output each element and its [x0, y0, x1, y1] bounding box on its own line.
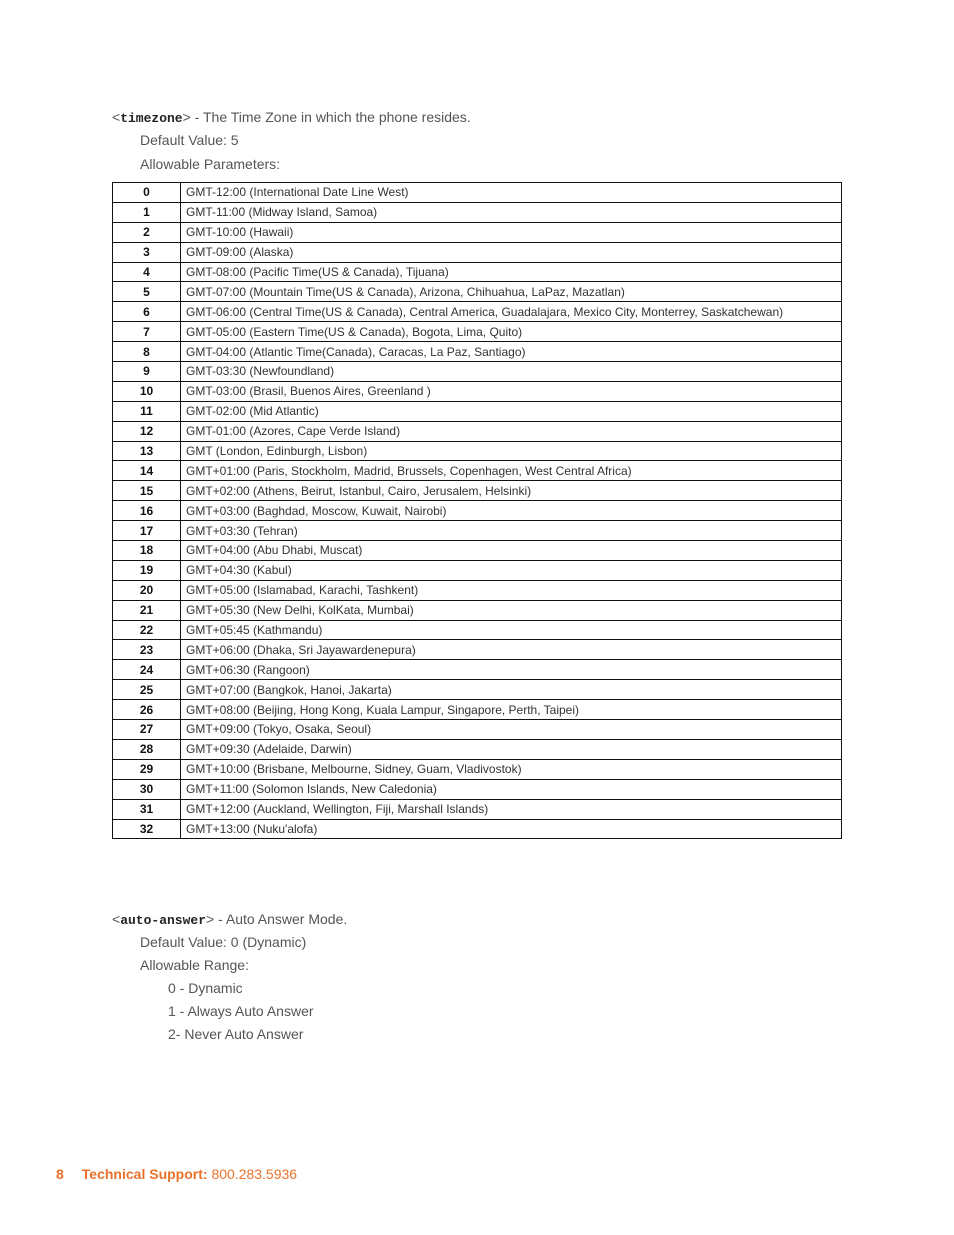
timezone-id-cell: 26	[113, 700, 181, 720]
timezone-id-cell: 8	[113, 342, 181, 362]
timezone-label-cell: GMT+11:00 (Solomon Islands, New Caledonia)	[181, 779, 842, 799]
timezone-row	[113, 302, 842, 322]
timezone-id-cell: 27	[113, 720, 181, 740]
auto-answer-option: 0 - Dynamic	[168, 980, 243, 996]
timezone-row	[113, 620, 842, 640]
timezone-id-cell: 18	[113, 541, 181, 561]
timezone-id-cell: 2	[113, 222, 181, 242]
timezone-id-cell: 21	[113, 600, 181, 620]
timezone-label-cell: GMT-04:00 (Atlantic Time(Canada), Caracas, La Paz, Santiago)	[181, 342, 842, 362]
timezone-id-cell: 3	[113, 242, 181, 262]
timezone-label-cell: GMT-09:00 (Alaska)	[181, 242, 842, 262]
timezone-row	[113, 461, 842, 481]
timezone-id-cell: 9	[113, 362, 181, 382]
timezone-row	[113, 501, 842, 521]
timezone-param-name: timezone	[120, 111, 183, 126]
timezone-row	[113, 600, 842, 620]
page-number: 8	[56, 1166, 64, 1182]
timezone-label-cell: GMT-12:00 (International Date Line West)	[181, 183, 842, 203]
timezone-label-cell: GMT+05:30 (New Delhi, KolKata, Mumbai)	[181, 600, 842, 620]
timezone-id-cell: 4	[113, 262, 181, 282]
timezone-label-cell: GMT+07:00 (Bangkok, Hanoi, Jakarta)	[181, 680, 842, 700]
timezone-row	[113, 362, 842, 382]
auto-answer-option: 2- Never Auto Answer	[168, 1026, 304, 1042]
timezone-id-cell: 10	[113, 381, 181, 401]
timezone-id-cell: 31	[113, 799, 181, 819]
timezone-row	[113, 242, 842, 262]
timezone-id-cell: 0	[113, 183, 181, 203]
timezone-label-cell: GMT+08:00 (Beijing, Hong Kong, Kuala Lampur, Singapore, Perth, Taipei)	[181, 700, 842, 720]
timezone-id-cell: 20	[113, 580, 181, 600]
timezone-row	[113, 183, 842, 203]
timezone-label-cell: GMT+01:00 (Paris, Stockholm, Madrid, Brussels, Copenhagen, West Central Africa)	[181, 461, 842, 481]
timezone-id-cell: 5	[113, 282, 181, 302]
timezone-label-cell: GMT-03:30 (Newfoundland)	[181, 362, 842, 382]
timezone-row	[113, 739, 842, 759]
timezone-label-cell: GMT+05:45 (Kathmandu)	[181, 620, 842, 640]
timezone-label-cell: GMT+03:00 (Baghdad, Moscow, Kuwait, Nairobi)	[181, 501, 842, 521]
timezone-label-cell: GMT+04:30 (Kabul)	[181, 560, 842, 580]
timezone-row	[113, 799, 842, 819]
timezone-row	[113, 262, 842, 282]
timezone-row	[113, 481, 842, 501]
timezone-row	[113, 560, 842, 580]
timezone-label-cell: GMT-06:00 (Central Time(US & Canada), Central America, Guadalajara, Mexico City, Monterrey, Saskatchewan)	[181, 302, 842, 322]
timezone-id-cell: 30	[113, 779, 181, 799]
support-phone: 800.283.5936	[211, 1166, 298, 1182]
timezone-id-cell: 22	[113, 620, 181, 640]
timezone-row	[113, 282, 842, 302]
timezone-id-cell: 13	[113, 441, 181, 461]
timezone-id-cell: 16	[113, 501, 181, 521]
timezone-id-cell: 28	[113, 739, 181, 759]
timezone-label-cell: GMT-11:00 (Midway Island, Samoa)	[181, 202, 842, 222]
timezone-label-cell: GMT+09:00 (Tokyo, Osaka, Seoul)	[181, 720, 842, 740]
timezone-label-cell: GMT-02:00 (Mid Atlantic)	[181, 401, 842, 421]
timezone-allowable-label: Allowable Parameters:	[140, 156, 281, 172]
timezone-id-cell: 19	[113, 560, 181, 580]
timezone-id-cell: 23	[113, 640, 181, 660]
timezone-id-cell: 14	[113, 461, 181, 481]
timezone-row	[113, 720, 842, 740]
timezone-default-value: Default Value: 5	[140, 132, 239, 148]
timezone-label-cell: GMT-07:00 (Mountain Time(US & Canada), Arizona, Chihuahua, LaPaz, Mazatlan)	[181, 282, 842, 302]
timezone-row	[113, 342, 842, 362]
timezone-row	[113, 541, 842, 561]
timezone-id-cell: 24	[113, 660, 181, 680]
timezone-label-cell: GMT+10:00 (Brisbane, Melbourne, Sidney, Guam, Vladivostok)	[181, 759, 842, 779]
timezone-id-cell: 7	[113, 322, 181, 342]
timezone-row	[113, 421, 842, 441]
timezone-param-heading: <timezone> - The Time Zone in which the phone resides.	[112, 109, 471, 126]
timezone-row	[113, 660, 842, 680]
timezone-id-cell: 6	[113, 302, 181, 322]
timezone-label-cell: GMT+03:30 (Tehran)	[181, 521, 842, 541]
timezone-id-cell: 12	[113, 421, 181, 441]
timezone-table-body	[113, 183, 842, 839]
timezone-id-cell: 32	[113, 819, 181, 839]
timezone-label-cell: GMT+09:30 (Adelaide, Darwin)	[181, 739, 842, 759]
timezone-label-cell: GMT-10:00 (Hawaii)	[181, 222, 842, 242]
support-label: Technical Support:	[81, 1166, 208, 1182]
timezone-row	[113, 222, 842, 242]
timezone-label-cell: GMT+06:00 (Dhaka, Sri Jayawardenepura)	[181, 640, 842, 660]
auto-answer-option: 1 - Always Auto Answer	[168, 1003, 314, 1019]
timezone-id-cell: 1	[113, 202, 181, 222]
timezone-label-cell: GMT+06:30 (Rangoon)	[181, 660, 842, 680]
auto-answer-allowable-label: Allowable Range:	[140, 957, 249, 973]
timezone-row	[113, 680, 842, 700]
timezone-label-cell: GMT-01:00 (Azores, Cape Verde Island)	[181, 421, 842, 441]
timezone-label-cell: GMT-05:00 (Eastern Time(US & Canada), Bogota, Lima, Quito)	[181, 322, 842, 342]
auto-answer-param-name: auto-answer	[120, 913, 207, 928]
timezone-id-cell: 29	[113, 759, 181, 779]
timezone-label-cell: GMT+13:00 (Nuku'alofa)	[181, 819, 842, 839]
timezone-label-cell: GMT+12:00 (Auckland, Wellington, Fiji, Marshall Islands)	[181, 799, 842, 819]
timezone-row	[113, 779, 842, 799]
timezone-table	[112, 182, 842, 839]
auto-answer-param-description: - Auto Answer Mode.	[214, 911, 348, 927]
auto-answer-default-value: Default Value: 0 (Dynamic)	[140, 934, 307, 950]
timezone-param-description: - The Time Zone in which the phone resides.	[190, 109, 471, 125]
timezone-label-cell: GMT-03:00 (Brasil, Buenos Aires, Greenland )	[181, 381, 842, 401]
timezone-row	[113, 381, 842, 401]
timezone-label-cell: GMT+04:00 (Abu Dhabi, Muscat)	[181, 541, 842, 561]
timezone-id-cell: 25	[113, 680, 181, 700]
timezone-row	[113, 441, 842, 461]
timezone-id-cell: 15	[113, 481, 181, 501]
timezone-label-cell: GMT+05:00 (Islamabad, Karachi, Tashkent)	[181, 580, 842, 600]
timezone-row	[113, 580, 842, 600]
timezone-row	[113, 521, 842, 541]
timezone-id-cell: 11	[113, 401, 181, 421]
timezone-row	[113, 700, 842, 720]
timezone-row	[113, 819, 842, 839]
timezone-label-cell: GMT (London, Edinburgh, Lisbon)	[181, 441, 842, 461]
timezone-row	[113, 322, 842, 342]
timezone-row	[113, 640, 842, 660]
timezone-row	[113, 401, 842, 421]
page-footer	[56, 1166, 297, 1182]
timezone-row	[113, 202, 842, 222]
timezone-row	[113, 759, 842, 779]
timezone-label-cell: GMT+02:00 (Athens, Beirut, Istanbul, Cairo, Jerusalem, Helsinki)	[181, 481, 842, 501]
timezone-id-cell: 17	[113, 521, 181, 541]
timezone-label-cell: GMT-08:00 (Pacific Time(US & Canada), Tijuana)	[181, 262, 842, 282]
auto-answer-param-heading: <auto-answer> - Auto Answer Mode.	[112, 911, 348, 928]
